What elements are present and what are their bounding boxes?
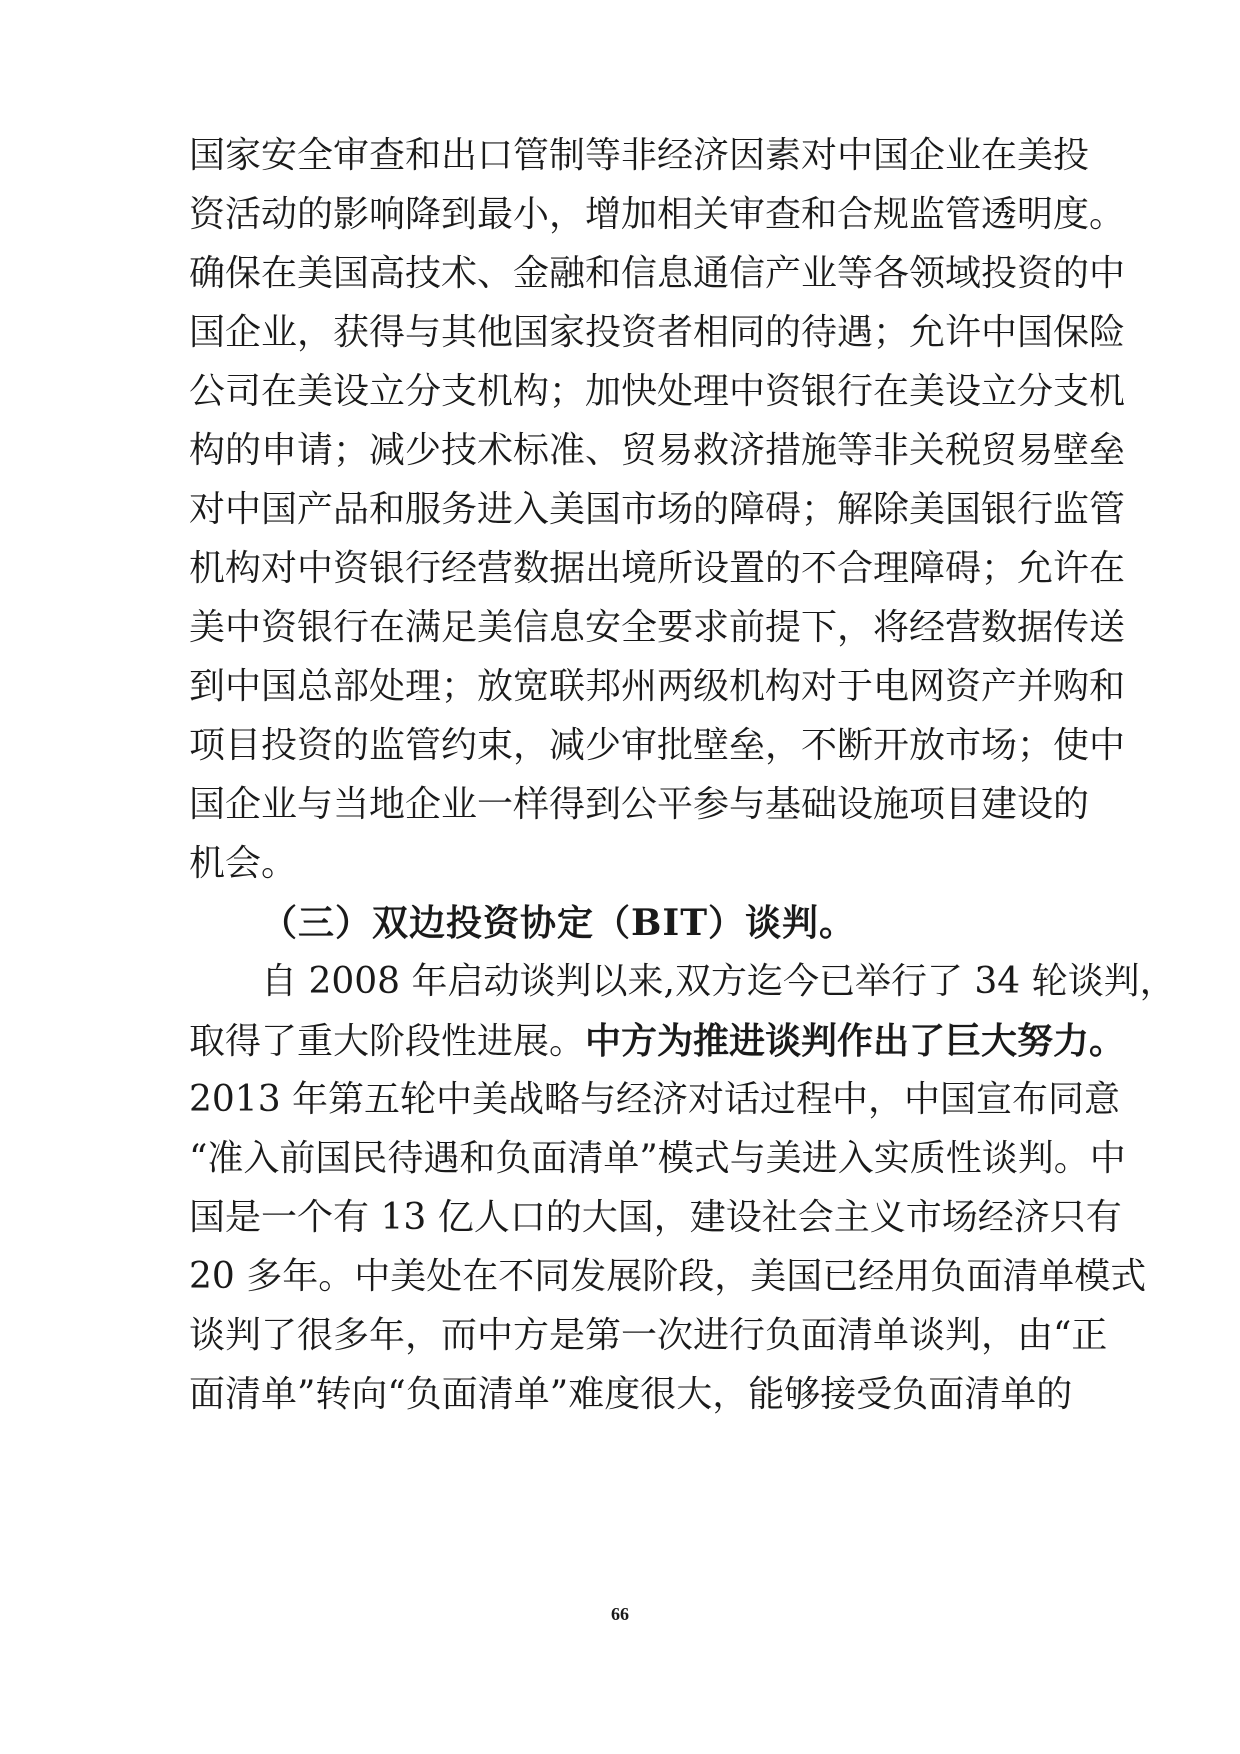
body-text-line: 国企业，获得与其他国家投资者相同的待遇；允许中国保险: [189, 312, 1126, 353]
page-number: 66: [611, 1604, 629, 1624]
body-text-line: 国企业与当地企业一样得到公平参与基础设施项目建设的: [189, 784, 1090, 825]
body-text-line: 2013 年第五轮中美战略与经济对话过程中，中国宣布同意: [189, 1079, 1121, 1120]
body-text-span: 取得了重大阶段性进展。: [189, 1021, 586, 1062]
body-text-line: 国家安全审查和出口管制等非经济因素对中国企业在美投: [189, 135, 1090, 176]
body-text-line: 20 多年。中美处在不同发展阶段，美国已经用负面清单模式: [189, 1256, 1147, 1297]
body-text-line: 确保在美国高技术、金融和信息通信产业等各领域投资的中: [189, 253, 1126, 294]
body-text-line: 到中国总部处理；放宽联邦州两级机构对于电网资产并购和: [189, 666, 1126, 707]
body-text-line: 公司在美设立分支机构；加快处理中资银行在美设立分支机: [189, 371, 1126, 412]
emphasis-text: 中方为推进谈判作出了巨大努力。: [585, 1020, 1126, 1062]
body-text-line: 自 2008 年启动谈判以来,双方迄今已举行了 34 轮谈判，: [261, 961, 1176, 1002]
body-text-line: 美中资银行在满足美信息安全要求前提下，将经营数据传送: [189, 607, 1126, 648]
body-text-line: 机构对中资银行经营数据出境所设置的不合理障碍；允许在: [189, 548, 1126, 589]
body-text-line: 谈判了很多年，而中方是第一次进行负面清单谈判，由“正: [189, 1315, 1108, 1356]
section-heading: （三）双边投资协定（BIT）谈判。: [261, 902, 857, 944]
body-text-line: [189, 1020, 1126, 1062]
body-text-line: 国是一个有 13 亿人口的大国，建设社会主义市场经济只有: [189, 1197, 1122, 1238]
body-text-line: 机会。: [189, 843, 298, 884]
body-text-line: 项目投资的监管约束，减少审批壁垒，不断开放市场；使中: [189, 725, 1126, 766]
body-text-line: 对中国产品和服务进入美国市场的障碍；解除美国银行监管: [189, 489, 1126, 530]
body-text-line: 面清单”转向“负面清单”难度很大，能够接受负面清单的: [189, 1374, 1073, 1415]
body-text-line: 资活动的影响降到最小，增加相关审查和合规监管透明度。: [189, 194, 1126, 235]
body-text-line: 构的申请；减少技术标准、贸易救济措施等非关税贸易壁垒: [189, 430, 1126, 471]
body-text-line: “准入前国民待遇和负面清单”模式与美进入实质性谈判。中: [189, 1138, 1126, 1179]
